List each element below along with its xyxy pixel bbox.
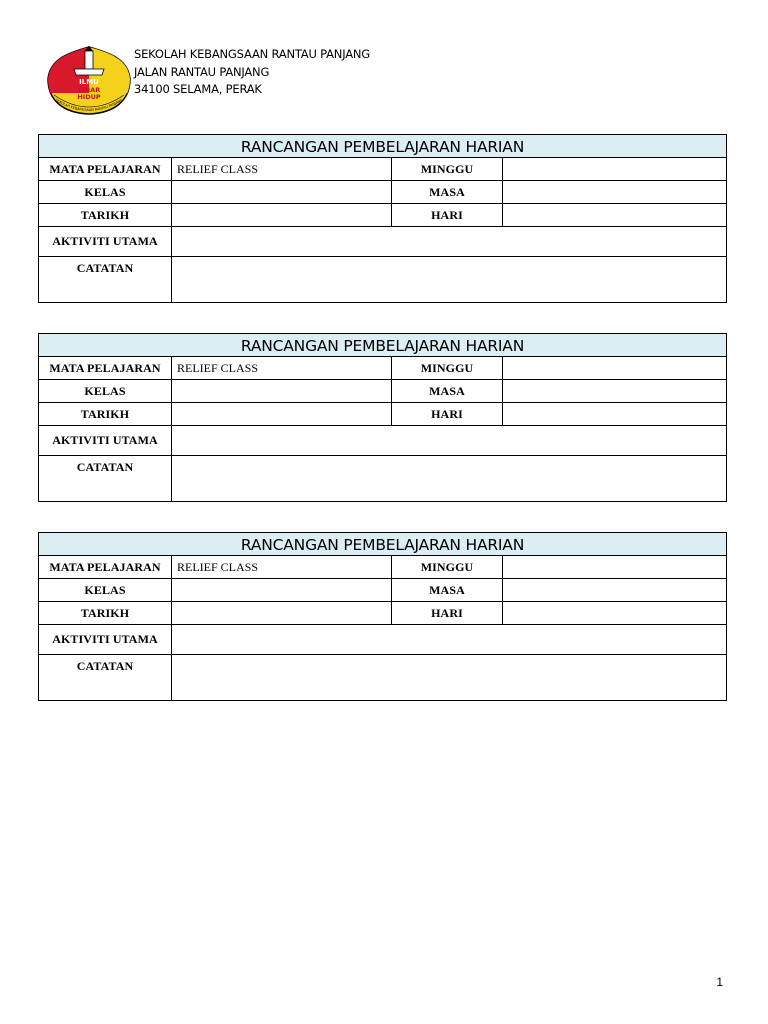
masa-label: MASA bbox=[392, 181, 503, 204]
school-address-line-1: JALAN RANTAU PANJANG bbox=[134, 64, 270, 79]
svg-text:SINAR: SINAR bbox=[77, 86, 101, 94]
catatan-label: CATATAN bbox=[39, 655, 172, 701]
kelas-label: KELAS bbox=[39, 380, 172, 403]
page-number: 1 bbox=[716, 975, 723, 989]
lesson-plan-table bbox=[38, 532, 727, 701]
hari-label: HARI bbox=[392, 403, 503, 426]
tarikh-value[interactable] bbox=[172, 204, 392, 227]
tarikh-label: TARIKH bbox=[39, 602, 172, 625]
svg-text:HIDUP: HIDUP bbox=[77, 93, 101, 101]
minggu-label: MINGGU bbox=[392, 158, 503, 181]
minggu-value[interactable] bbox=[503, 357, 727, 380]
masa-value[interactable] bbox=[503, 181, 727, 204]
minggu-value[interactable] bbox=[503, 158, 727, 181]
aktiviti-utama-label: AKTIVITI UTAMA bbox=[39, 426, 172, 456]
mata-pelajaran-label: MATA PELAJARAN bbox=[39, 556, 172, 579]
svg-text:ILMU: ILMU bbox=[79, 78, 99, 86]
kelas-label: KELAS bbox=[39, 181, 172, 204]
minggu-label: MINGGU bbox=[392, 556, 503, 579]
tarikh-value[interactable] bbox=[172, 602, 392, 625]
aktiviti-utama-value[interactable] bbox=[172, 625, 727, 655]
kelas-value[interactable] bbox=[172, 181, 392, 204]
lesson-plan-table bbox=[38, 134, 727, 303]
masa-label: MASA bbox=[392, 579, 503, 602]
masa-label: MASA bbox=[392, 380, 503, 403]
catatan-value[interactable] bbox=[172, 257, 727, 303]
catatan-label: CATATAN bbox=[39, 257, 172, 303]
tarikh-label: TARIKH bbox=[39, 403, 172, 426]
school-address-line-2: 34100 SELAMA, PERAK bbox=[134, 82, 262, 96]
mata-pelajaran-value[interactable]: RELIEF CLASS bbox=[172, 357, 392, 380]
tarikh-label: TARIKH bbox=[39, 204, 172, 227]
plan-title: RANCANGAN PEMBELAJARAN HARIAN bbox=[39, 533, 727, 556]
kelas-value[interactable] bbox=[172, 579, 392, 602]
mata-pelajaran-label: MATA PELAJARAN bbox=[39, 158, 172, 181]
hari-value[interactable] bbox=[503, 204, 727, 227]
plan-title: RANCANGAN PEMBELAJARAN HARIAN bbox=[39, 135, 727, 158]
aktiviti-utama-value[interactable] bbox=[172, 426, 727, 456]
aktiviti-utama-label: AKTIVITI UTAMA bbox=[39, 625, 172, 655]
mata-pelajaran-value[interactable]: RELIEF CLASS bbox=[172, 556, 392, 579]
catatan-label: CATATAN bbox=[39, 456, 172, 502]
school-name: SEKOLAH KEBANGSAAN RANTAU PANJANG bbox=[134, 47, 370, 61]
catatan-value[interactable] bbox=[172, 456, 727, 502]
mata-pelajaran-label: MATA PELAJARAN bbox=[39, 357, 172, 380]
aktiviti-utama-label: AKTIVITI UTAMA bbox=[39, 227, 172, 257]
tarikh-value[interactable] bbox=[172, 403, 392, 426]
mata-pelajaran-value[interactable]: RELIEF CLASS bbox=[172, 158, 392, 181]
school-info bbox=[134, 46, 370, 99]
masa-value[interactable] bbox=[503, 380, 727, 403]
kelas-label: KELAS bbox=[39, 579, 172, 602]
svg-text:SEKOLAH KEBANGSAAN RANTAU PANJ: SEKOLAH KEBANGSAAN RANTAU PANJANG bbox=[54, 97, 124, 113]
plan-title: RANCANGAN PEMBELAJARAN HARIAN bbox=[39, 334, 727, 357]
aktiviti-utama-value[interactable] bbox=[172, 227, 727, 257]
hari-label: HARI bbox=[392, 204, 503, 227]
masa-value[interactable] bbox=[503, 579, 727, 602]
document-header bbox=[44, 43, 644, 118]
minggu-value[interactable] bbox=[503, 556, 727, 579]
hari-value[interactable] bbox=[503, 602, 727, 625]
hari-label: HARI bbox=[392, 602, 503, 625]
catatan-value[interactable] bbox=[172, 655, 727, 701]
hari-value[interactable] bbox=[503, 403, 727, 426]
kelas-value[interactable] bbox=[172, 380, 392, 403]
minggu-label: MINGGU bbox=[392, 357, 503, 380]
school-logo bbox=[44, 43, 134, 117]
lesson-plan-table bbox=[38, 333, 727, 502]
